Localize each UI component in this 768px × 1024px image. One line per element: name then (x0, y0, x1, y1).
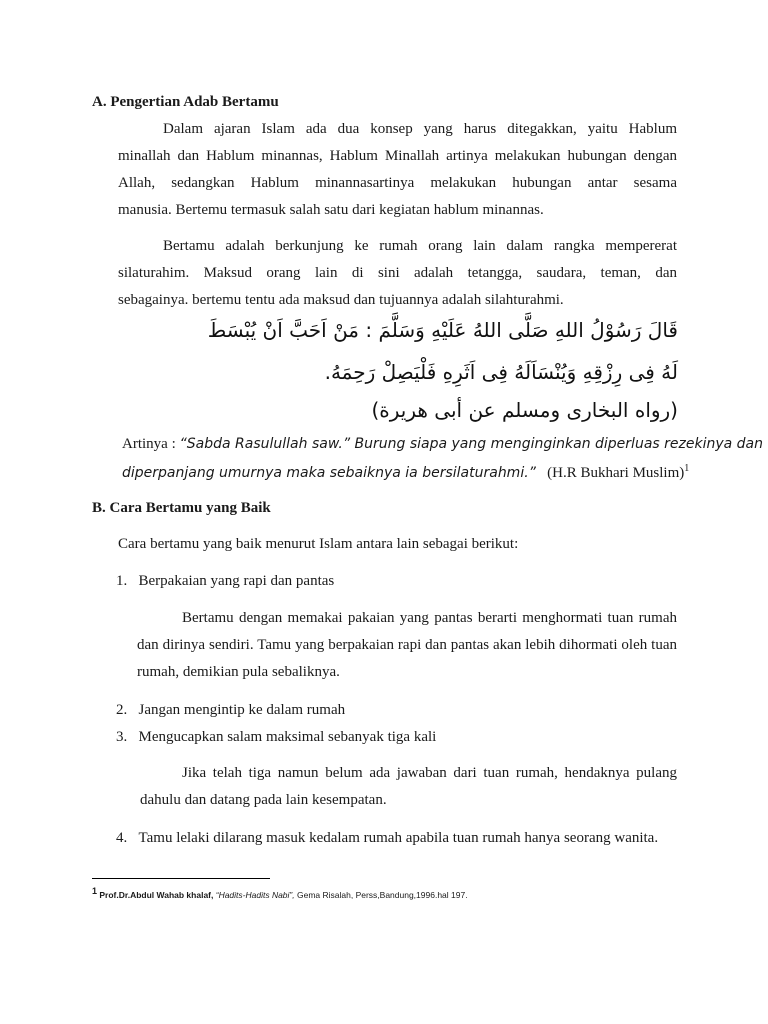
item3-body-line2: dahulu dan datang pada lain kesempatan. (140, 792, 387, 808)
section-b-intro: Cara bertamu yang baik menurut Islam antara lain sebagai berikut: (118, 536, 519, 552)
item1-body-line3: rumah, demikian pula sebaliknya. (137, 664, 340, 680)
para2-line1: Bertamu adalah berkunjung ke rumah orang lain dalam rangka mempererat (163, 238, 677, 254)
item1-body-line2: dan dirinya sendiri. Tamu yang berpakaian rapi dan pantas akan lebih dihormati oleh tuan (137, 637, 677, 653)
list-item-number: 1. (116, 573, 128, 589)
list-item-3 (116, 729, 436, 746)
section-a-heading: A. Pengertian Adab Bertamu (92, 94, 279, 110)
list-item-1 (116, 573, 334, 590)
hadith-arabic-line2: لَهُ فِى رِزْقِهِ وَيُنْسَاَلَهُ فِى اَثَرِهِ فَلْيَصِلْ رَحِمَهُ. (324, 360, 678, 384)
hadith-arabic-line1: قَالَ رَسُوْلُ اللهِ صَلَّى اللهُ عَلَيْهِ وَسَلَّمَ : مَنْ اَحَبَّ اَنْ يُبْسَطَ (207, 318, 678, 342)
artinya-line2 (122, 463, 689, 482)
para1-line3: Allah, sedangkan Hablum minannasartinya melakukan hubungan antar sesama (118, 175, 677, 191)
list-item-number: 3. (116, 729, 128, 745)
list-item-number: 2. (116, 702, 128, 718)
footnote-rest: Gema Risalah, Perss,Bandung,1996.hal 197. (294, 889, 468, 900)
para1-line2: minallah dan Hablum minannas, Hablum Minallah artinya melakukan hubungan dengan (118, 148, 677, 164)
artinya-quote-2: diperpanjang umurnya maka sebaiknya ia bersilaturahmi.” (122, 465, 536, 481)
para2-line2: silaturahim. Maksud orang lain di sini adalah tetangga, saudara, teman, dan (118, 265, 677, 281)
artinya-source: (H.R Bukhari Muslim) (547, 465, 685, 481)
list-item-title: Berpakaian yang rapi dan pantas (138, 573, 335, 589)
list-item-number: 4. (116, 830, 128, 846)
list-item-title: Mengucapkan salam maksimal sebanyak tiga kali (138, 729, 437, 745)
footnote-1 (92, 886, 468, 900)
para2-line3: sebagainya. bertemu tentu ada maksud dan tujuannya adalah silahturahmi. (118, 292, 564, 308)
list-item-title: Jangan mengintip ke dalam rumah (138, 702, 346, 718)
para1-line1: Dalam ajaran Islam ada dua konsep yang harus ditegakkan, yaitu Hablum (163, 121, 677, 137)
section-b-heading: B. Cara Bertamu yang Baik (92, 500, 271, 516)
footnote-author: Prof.Dr.Abdul Wahab khalaf, (99, 889, 214, 900)
list-item-title: Tamu lelaki dilarang masuk kedalam rumah apabila tuan rumah hanya seorang wanita. (138, 830, 659, 846)
list-item-4 (116, 830, 658, 847)
item1-body-line1: Bertamu dengan memakai pakaian yang pantas berarti menghormati tuan rumah (182, 610, 677, 626)
artinya-quote-1: “Sabda Rasulullah saw.” Burung siapa yang menginginkan diperluas rezekinya dan (179, 436, 763, 452)
list-item-2 (116, 702, 345, 719)
item3-body-line1: Jika telah tiga namun belum ada jawaban dari tuan rumah, hendaknya pulang (182, 765, 677, 781)
footnote-title: “Hadits-Hadits Nabi”, (213, 889, 295, 900)
hadith-arabic-line3: (رواه البخارى ومسلم عن أبى هريرة) (371, 398, 678, 422)
footnote-divider (92, 878, 270, 879)
para1-line4: manusia. Bertemu termasuk salah satu dari kegiatan hablum minannas. (118, 202, 544, 218)
artinya-label: Artinya : (122, 436, 180, 452)
footnote-number: 1 (92, 886, 98, 896)
footnote-ref[interactable]: 1 (684, 463, 690, 474)
artinya-line1 (122, 436, 763, 453)
